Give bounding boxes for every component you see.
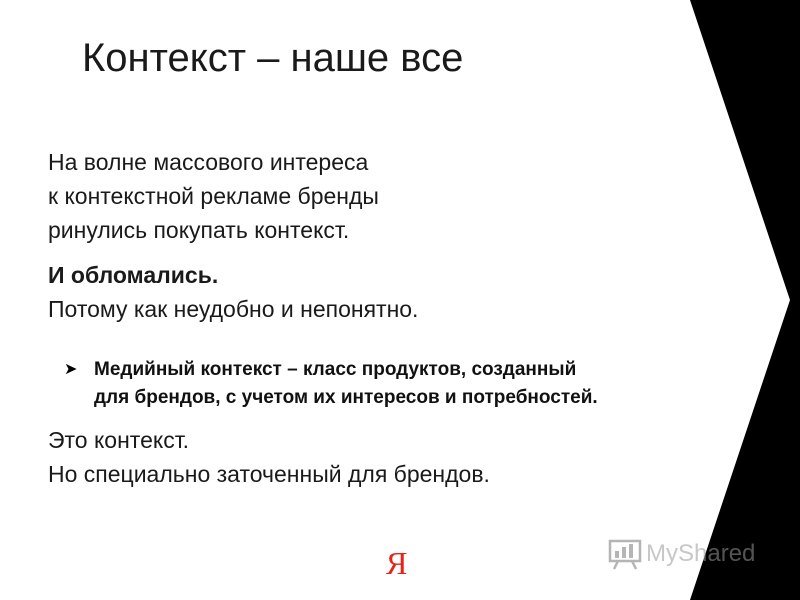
decorative-black-band xyxy=(690,0,800,600)
yandex-logo: Я xyxy=(386,545,408,581)
paragraph-line: к контекстной рекламе бренды xyxy=(48,183,379,209)
emphasis-line: И обломались. xyxy=(48,262,219,288)
paragraph-line: На волне массового интереса xyxy=(48,149,369,175)
bullet-text xyxy=(94,356,598,412)
paragraph-line: Потому как неудобно и непонятно. xyxy=(48,296,419,322)
watermark xyxy=(608,538,755,570)
arrow-bullet-icon: ➤ xyxy=(64,361,78,378)
paragraph-conclusion xyxy=(48,423,490,491)
bullet-item xyxy=(64,356,754,412)
presentation-icon xyxy=(608,538,642,570)
bullet-line: Медийный контекст – класс продуктов, созданный xyxy=(94,359,577,380)
paragraph-result xyxy=(48,258,418,326)
bullet-line: для брендов, с учетом их интересов и потребностей. xyxy=(94,387,598,408)
paragraph-line: ринулись покупать контекст. xyxy=(48,217,350,243)
watermark-text: MyShared xyxy=(646,540,756,567)
slide-title: Контекст – наше все xyxy=(82,36,464,80)
paragraph-intro xyxy=(48,145,379,247)
paragraph-line: Но специально заточенный для брендов. xyxy=(48,461,490,487)
paragraph-line: Это контекст. xyxy=(48,427,190,453)
